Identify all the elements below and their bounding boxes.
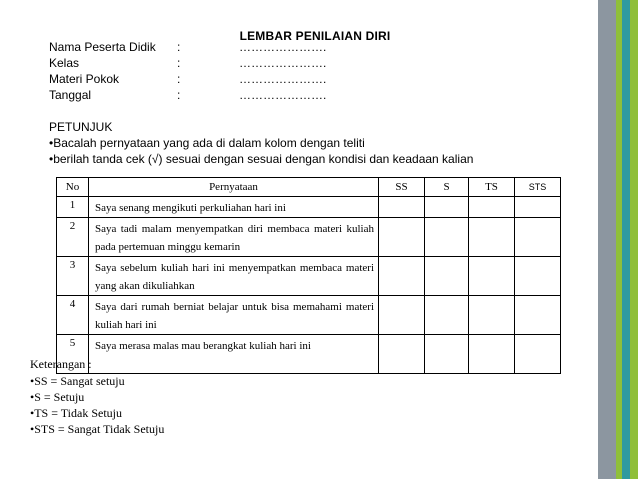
decorative-bar-gray [598, 0, 616, 479]
info-label: Kelas [49, 56, 80, 70]
check-cell-ss[interactable] [379, 197, 425, 218]
instruction-item: •Bacalah pernyataan yang ada di dalam kolom dengan teliti [49, 136, 365, 150]
check-cell-sts[interactable] [515, 218, 561, 257]
info-label: Tanggal [49, 88, 92, 102]
legend-item: •TS = Tidak Setuju [30, 406, 122, 420]
info-value: …………………. [239, 88, 327, 102]
check-cell-s[interactable] [425, 218, 469, 257]
row-number: 1 [57, 197, 89, 218]
info-value: …………………. [239, 56, 327, 70]
row-number: 4 [57, 296, 89, 335]
row-number: 2 [57, 218, 89, 257]
header-ts: TS [469, 178, 515, 197]
info-label: Materi Pokok [49, 72, 120, 86]
info-value: …………………. [239, 72, 327, 86]
check-cell-ts[interactable] [469, 335, 515, 374]
table-header-row [57, 178, 561, 197]
check-cell-ts[interactable] [469, 257, 515, 296]
check-cell-sts[interactable] [515, 257, 561, 296]
check-cell-ts[interactable] [469, 197, 515, 218]
check-cell-sts[interactable] [515, 197, 561, 218]
decorative-bar-teal [622, 0, 630, 479]
header-ss: SS [379, 178, 425, 197]
check-cell-s[interactable] [425, 296, 469, 335]
document-title: LEMBAR PENILAIAN DIRI [239, 29, 391, 43]
check-cell-ss[interactable] [379, 335, 425, 374]
legend-item: •S = Setuju [30, 390, 85, 404]
info-colon: : [177, 72, 181, 86]
info-label: Nama Peserta Didik [49, 40, 156, 54]
instructions-heading: PETUNJUK [49, 120, 113, 134]
check-cell-ss[interactable] [379, 296, 425, 335]
row-number: 3 [57, 257, 89, 296]
row-statement: Saya tadi malam menyempatkan diri membaca materi kuliah pada pertemuan minggu kemarin [89, 218, 379, 257]
info-colon: : [177, 88, 181, 102]
assessment-table [56, 177, 561, 374]
check-cell-s[interactable] [425, 335, 469, 374]
row-statement: Saya merasa malas mau berangkat kuliah hari ini [89, 335, 379, 374]
header-no: No [57, 178, 89, 197]
header-s: S [425, 178, 469, 197]
table-row [57, 197, 561, 218]
info-colon: : [177, 56, 181, 70]
header-statement: Pernyataan [89, 178, 379, 197]
table-row [57, 257, 561, 296]
info-value: …………………. [239, 40, 327, 54]
header-sts: STS [515, 178, 561, 197]
table-row [57, 296, 561, 335]
instruction-item: •berilah tanda cek (√) sesuai dengan sesuai dengan kondisi dan keadaan kalian [49, 152, 474, 166]
check-cell-sts[interactable] [515, 335, 561, 374]
check-cell-ss[interactable] [379, 257, 425, 296]
decorative-bar-green-outer [630, 0, 638, 479]
check-cell-s[interactable] [425, 257, 469, 296]
row-statement: Saya sebelum kuliah hari ini menyempatkan membaca materi yang akan dikuliahkan [89, 257, 379, 296]
table-row [57, 218, 561, 257]
legend-item: •STS = Sangat Tidak Setuju [30, 422, 165, 436]
check-cell-sts[interactable] [515, 296, 561, 335]
check-cell-s[interactable] [425, 197, 469, 218]
row-statement: Saya senang mengikuti perkuliahan hari ini [89, 197, 379, 218]
check-cell-ss[interactable] [379, 218, 425, 257]
info-colon: : [177, 40, 181, 54]
row-number: 5 [57, 335, 89, 374]
table-row [57, 335, 561, 374]
check-cell-ts[interactable] [469, 218, 515, 257]
check-cell-ts[interactable] [469, 296, 515, 335]
row-statement: Saya dari rumah berniat belajar untuk bisa memahami materi kuliah hari ini [89, 296, 379, 335]
legend-item: •SS = Sangat setuju [30, 374, 125, 388]
legend-heading: Keterangan : [30, 357, 92, 371]
